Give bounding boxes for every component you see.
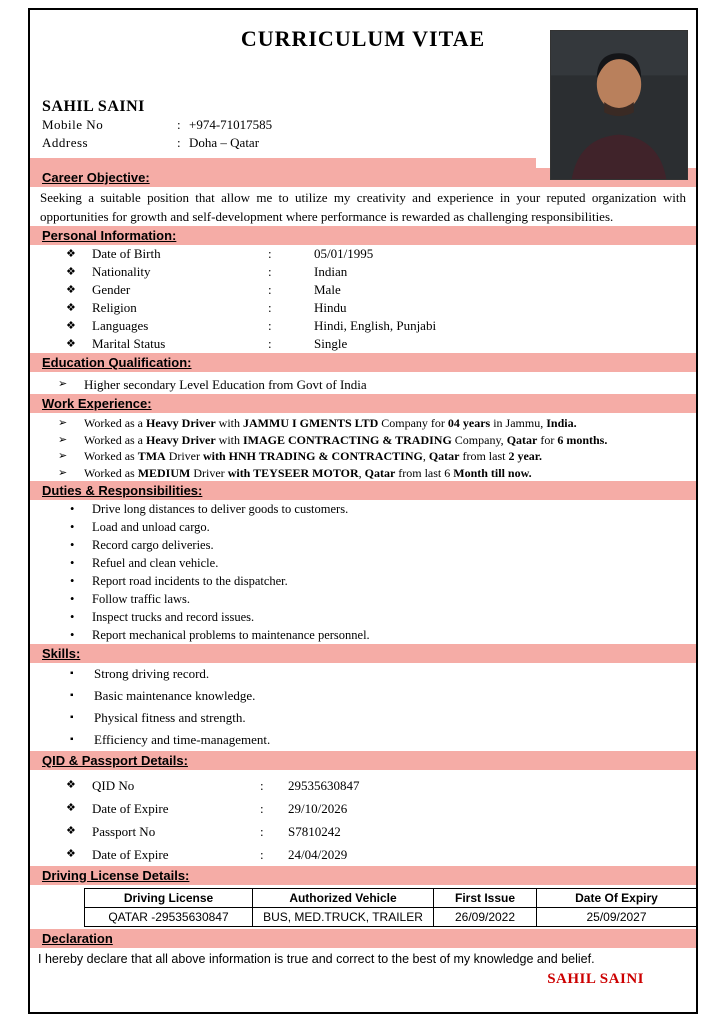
qid-passport-list	[30, 774, 696, 866]
duties-list	[30, 500, 696, 644]
dot-bullet-icon: •	[70, 574, 75, 588]
diamond-bullet-icon: ❖	[66, 320, 76, 332]
work-experience-item: ➢ Worked as a Heavy Driver with IMAGE CONTRACTING & TRADING Company, Qatar for 6 months.	[58, 432, 608, 447]
dot-bullet-icon: •	[70, 502, 75, 516]
separator: :	[177, 135, 181, 150]
table-cell: 25/09/2027	[537, 908, 697, 927]
column-header: Authorized Vehicle	[253, 889, 434, 908]
personal-info-row: ❖ Gender : Male	[66, 282, 341, 297]
work-experience-item: ➢ Worked as TMA Driver with HNH TRADING & CONTRACTING, Qatar from last 2 year.	[58, 449, 543, 463]
signature: SAHIL SAINI	[547, 971, 644, 987]
person-silhouette-icon	[551, 31, 687, 179]
section-heading-declaration: Declaration	[30, 929, 696, 948]
arrow-bullet-icon: ➢	[58, 417, 68, 429]
work-experience-list	[30, 415, 696, 481]
diamond-bullet-icon: ❖	[66, 266, 76, 278]
address-label: Address	[42, 135, 89, 150]
skill-item: ▪ Efficiency and time-management.	[30, 729, 696, 751]
dot-bullet-icon: •	[70, 538, 75, 552]
diamond-bullet-icon: ❖	[66, 848, 76, 860]
square-bullet-icon: ▪	[70, 690, 74, 701]
diamond-bullet-icon: ❖	[66, 302, 76, 314]
arrow-bullet-icon: ➢	[58, 450, 68, 462]
duty-item: • Inspect trucks and record issues.	[70, 610, 255, 624]
dot-bullet-icon: •	[70, 610, 75, 624]
section-heading-driving-license: Driving License Details:	[30, 866, 696, 885]
diamond-bullet-icon: ❖	[66, 248, 76, 260]
pink-strip	[30, 158, 536, 168]
address-value: Doha – Qatar	[189, 135, 260, 150]
duty-item: • Drive long distances to deliver goods to customers.	[70, 502, 349, 516]
section-heading-career-objective: Career Objective:	[30, 168, 696, 187]
work-experience-item: ➢ Worked as a Heavy Driver with JAMMU I GMENTS LTD Company for 04 years in Jammu, India.	[58, 416, 577, 430]
section-heading-work-experience: Work Experience:	[30, 394, 696, 413]
driving-license-table	[84, 888, 697, 927]
declaration-text: I hereby declare that all above information is true and correct to the best of my knowledge and belief.	[38, 952, 595, 966]
separator: :	[177, 117, 181, 132]
education-item: ➢ Higher secondary Level Education from Govt of India	[58, 377, 367, 392]
arrow-bullet-icon: ➢	[58, 433, 68, 446]
qid-passport-row: ❖ Date of Expire : 24/04/2029	[30, 843, 696, 866]
dot-bullet-icon: •	[70, 592, 75, 606]
mobile-value: +974-71017585	[189, 117, 273, 132]
duty-item: • Follow traffic laws.	[70, 592, 191, 606]
page-title: CURRICULUM VITAE	[240, 26, 486, 51]
arrow-bullet-icon: ➢	[58, 466, 68, 479]
duty-item: • Load and unload cargo.	[70, 520, 210, 534]
table-row	[85, 908, 697, 927]
career-objective-text: Seeking a suitable position that allow me to utilize my creativity and experience in your reputed organization with opportunities for growth and self-development where performance is rewarded as challenging responsibilities.	[40, 190, 686, 224]
work-experience-item: ➢ Worked as MEDIUM Driver with TEYSEER MOTOR, Qatar from last 6 Month till now.	[58, 465, 532, 480]
square-bullet-icon: ▪	[70, 668, 74, 679]
duty-item: • Record cargo deliveries.	[70, 538, 214, 552]
personal-information-list	[30, 245, 696, 353]
personal-info-row: ❖ Languages : Hindi, English, Punjabi	[66, 318, 437, 333]
personal-info-row: ❖ Nationality : Indian	[66, 264, 348, 279]
table-cell: QATAR -29535630847	[85, 908, 253, 927]
personal-info-row: ❖ Marital Status : Single	[66, 336, 348, 351]
qid-passport-row: ❖ QID No : 29535630847	[30, 774, 696, 797]
candidate-name: SAHIL SAINI	[42, 98, 145, 115]
diamond-bullet-icon: ❖	[66, 779, 76, 791]
skill-item: ▪ Strong driving record.	[30, 663, 696, 685]
profile-photo	[550, 30, 688, 180]
square-bullet-icon: ▪	[70, 734, 74, 745]
education-list	[30, 375, 696, 394]
section-heading-duties: Duties & Responsibilities:	[30, 481, 696, 500]
cv-page	[28, 8, 698, 1014]
column-header: First Issue	[434, 889, 537, 908]
skill-item: ▪ Basic maintenance knowledge.	[30, 685, 696, 707]
section-heading-personal-information: Personal Information:	[30, 226, 696, 245]
diamond-bullet-icon: ❖	[66, 802, 76, 814]
qid-passport-row: ❖ Passport No : S7810242	[30, 820, 696, 843]
table-header-row	[85, 889, 697, 908]
dot-bullet-icon: •	[70, 628, 75, 642]
skill-item: ▪ Physical fitness and strength.	[30, 707, 696, 729]
section-heading-skills: Skills:	[30, 644, 696, 663]
qid-passport-row: ❖ Date of Expire : 29/10/2026	[30, 797, 696, 820]
duty-item: • Report mechanical problems to maintenance personnel.	[70, 628, 370, 642]
diamond-bullet-icon: ❖	[66, 825, 76, 837]
dot-bullet-icon: •	[70, 520, 75, 534]
duty-item: • Report road incidents to the dispatcher.	[70, 574, 288, 588]
column-header: Date Of Expiry	[537, 889, 697, 908]
diamond-bullet-icon: ❖	[66, 284, 76, 296]
diamond-bullet-icon: ❖	[66, 338, 76, 350]
arrow-bullet-icon: ➢	[58, 378, 68, 390]
dot-bullet-icon: •	[70, 556, 75, 570]
table-cell: BUS, MED.TRUCK, TRAILER	[253, 908, 434, 927]
mobile-label: Mobile No	[42, 117, 104, 132]
column-header: Driving License	[85, 889, 253, 908]
section-heading-qid-passport: QID & Passport Details:	[30, 751, 696, 770]
duty-item: • Refuel and clean vehicle.	[70, 556, 219, 570]
table-cell: 26/09/2022	[434, 908, 537, 927]
personal-info-row: ❖ Date of Birth : 05/01/1995	[66, 246, 374, 261]
skills-list	[30, 663, 696, 751]
personal-info-row: ❖ Religion : Hindu	[66, 300, 347, 315]
section-heading-education: Education Qualification:	[30, 353, 696, 372]
square-bullet-icon: ▪	[70, 712, 74, 723]
